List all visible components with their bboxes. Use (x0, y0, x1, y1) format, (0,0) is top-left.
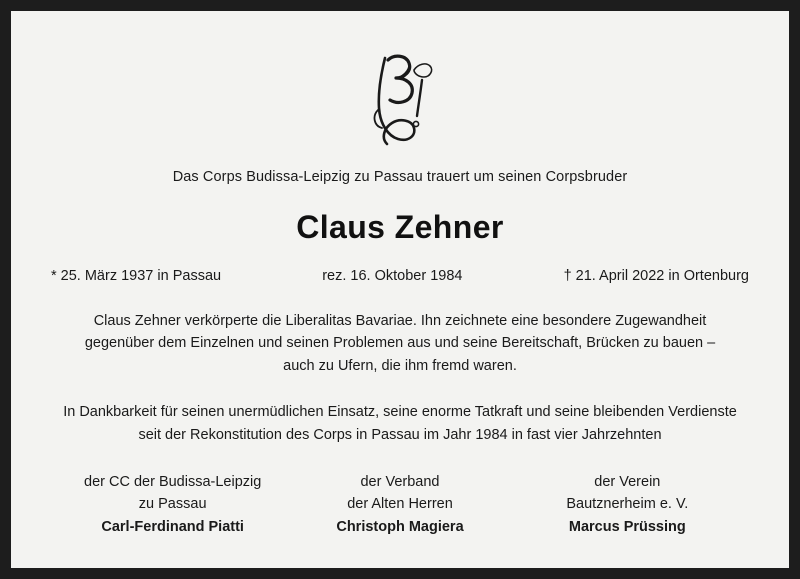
tribute-paragraph-one: Claus Zehner verkörperte die Liberalitas Bavariae. Ihn zeichnete eine besondere Zugewandheit gegenüber dem Einzelnen und seinen Problemen aus und seine Bereitschaft, Brücken zu bauen – auch zu Ufern, die ihm fremd waren. (84, 313, 716, 374)
signatory-cc-line1: der CC der Budissa-Leipzig (84, 474, 262, 491)
signatory-cc (59, 472, 286, 538)
signatory-verein-line1: der Verein (594, 474, 661, 491)
signatory-verein-line2: Bautznerheim e. V. (566, 496, 689, 513)
signatory-verband-line2: der Alten Herren (347, 496, 453, 513)
life-dates (37, 268, 763, 284)
signatory-verband-line1: der Verband (360, 474, 440, 491)
tribute-paragraph-two: In Dankbarkeit für seinen unermüdlichen Einsatz, seine enorme Tatkraft und seine bleibenden Verdienste seit der Rekonstitution des Corps in Passau im Jahr 1984 in fast vier Jahrzehnten (63, 404, 737, 443)
signatory-cc-line2: zu Passau (138, 496, 207, 513)
signatory-verband (286, 472, 513, 538)
birth-date: * 25. März 1937 in Passau (51, 268, 222, 284)
signatory-verband-name: Christoph Magiera (336, 518, 464, 535)
signatory-cc-name: Carl-Ferdinand Piatti (101, 518, 244, 535)
signatory-verein (514, 472, 741, 538)
corps-cipher-monogram-icon (354, 43, 446, 155)
mourning-line: Das Corps Budissa-Leipzig zu Passau trauert um seinen Corpsbruder (172, 169, 628, 185)
signatories (37, 472, 763, 538)
obituary-notice (11, 11, 789, 568)
signatory-verein-name: Marcus Prüssing (568, 518, 686, 535)
death-date: † 21. April 2022 in Ortenburg (563, 268, 749, 284)
deceased-name: Claus Zehner (296, 209, 504, 245)
reception-date: rez. 16. Oktober 1984 (322, 268, 463, 284)
